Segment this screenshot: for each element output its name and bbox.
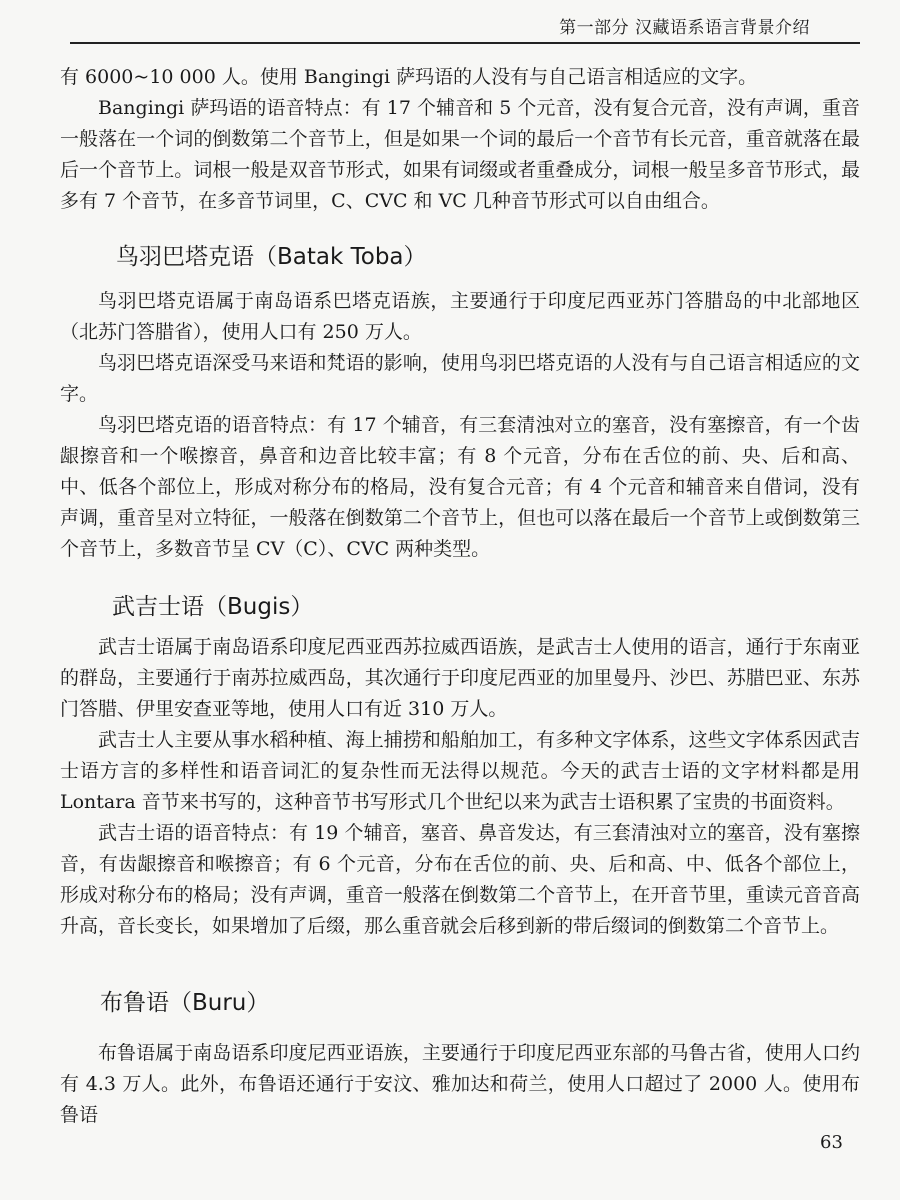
section-body-bugis [60,632,860,942]
section-title-bugis: 武吉士语（Bugis） [112,594,314,620]
bugis-paragraph-1: 武吉士语属于南岛语系印度尼西亚西苏拉威西语族，是武吉士人使用的语言，通行于东南亚的群岛，主要通行于南苏拉威西岛，其次通行于印度尼西亚的加里曼丹、沙巴、苏腊巴亚、东苏门答腊、伊里安查亚等地，使用人口有近 310 万人。 [60,636,860,720]
batak-toba-paragraph-3: 鸟羽巴塔克语的语音特点：有 17 个辅音，有三套清浊对立的塞音，没有塞擦音，有一个齿龈擦音和一个喉擦音，鼻音和边音比较丰富；有 8 个元音，分布在舌位的前、央、后和高、中、低各个部位上，形成对称分布的格局，没有复合元音；有 4 个元音和辅音来自借词，没有声调，重音呈对立特征，一般落在倒数第二个音节上，但也可以落在最后一个音节上或倒数第三个音节上，多数音节呈 CV（C）、CVC 两种类型。 [60,414,860,560]
bugis-paragraph-3: 武吉士语的语音特点：有 19 个辅音，塞音、鼻音发达，有三套清浊对立的塞音，没有塞擦音，有齿龈擦音和喉擦音；有 6 个元音，分布在舌位的前、央、后和高、中、低各个部位上，形成对称分布的格局；没有声调，重音一般落在倒数第二个音节上，在开音节里，重读元音音高升高，音长变长，如果增加了后缀，那么重音就会后移到新的带后缀词的倒数第二个音节上。 [60,822,860,937]
header-text: 第一部分 汉藏语系语言背景介绍 [559,18,810,38]
section-body-batak-toba [60,286,860,565]
running-header [70,14,860,44]
intro-text [60,62,860,217]
batak-toba-paragraph-2: 鸟羽巴塔克语深受马来语和梵语的影响，使用鸟羽巴塔克语的人没有与自己语言相适应的文字。 [60,352,860,405]
section-title-buru: 布鲁语（Buru） [100,990,270,1016]
section-title-batak-toba: 鸟羽巴塔克语（Batak Toba） [116,244,427,270]
intro-paragraph-1: 有 6000~10 000 人。使用 Bangingi 萨玛语的人没有与自己语言相适应的文字。 [60,66,758,88]
page-number: 63 [820,1132,843,1153]
intro-paragraph-2: Bangingi 萨玛语的语音特点：有 17 个辅音和 5 个元音，没有复合元音，没有声调，重音一般落在一个词的倒数第二个音节上，但是如果一个词的最后一个音节有长元音，重音就落在最后一个音节上。词根一般是双音节形式，如果有词缀或者重叠成分，词根一般呈多音节形式，最多有 7 个音节，在多音节词里，C、CVC 和 VC 几种音节形式可以自由组合。 [60,97,860,212]
bugis-paragraph-2: 武吉士人主要从事水稻种植、海上捕捞和船舶加工，有多种文字体系，这些文字体系因武吉士语方言的多样性和语音词汇的复杂性而无法得以规范。今天的武吉士语的文字材料都是用 Lontara 音节来书写的，这种音节书写形式几个世纪以来为武吉士语积累了宝贵的书面资料。 [60,729,860,813]
section-body-buru [60,1038,860,1131]
batak-toba-paragraph-1: 鸟羽巴塔克语属于南岛语系巴塔克语族，主要通行于印度尼西亚苏门答腊岛的中北部地区（北苏门答腊省），使用人口有 250 万人。 [60,290,860,343]
buru-paragraph-1: 布鲁语属于南岛语系印度尼西亚语族，主要通行于印度尼西亚东部的马鲁古省，使用人口约有 4.3 万人。此外，布鲁语还通行于安汶、雅加达和荷兰，使用人口超过了 2000 人。使用布鲁语 [60,1042,860,1126]
